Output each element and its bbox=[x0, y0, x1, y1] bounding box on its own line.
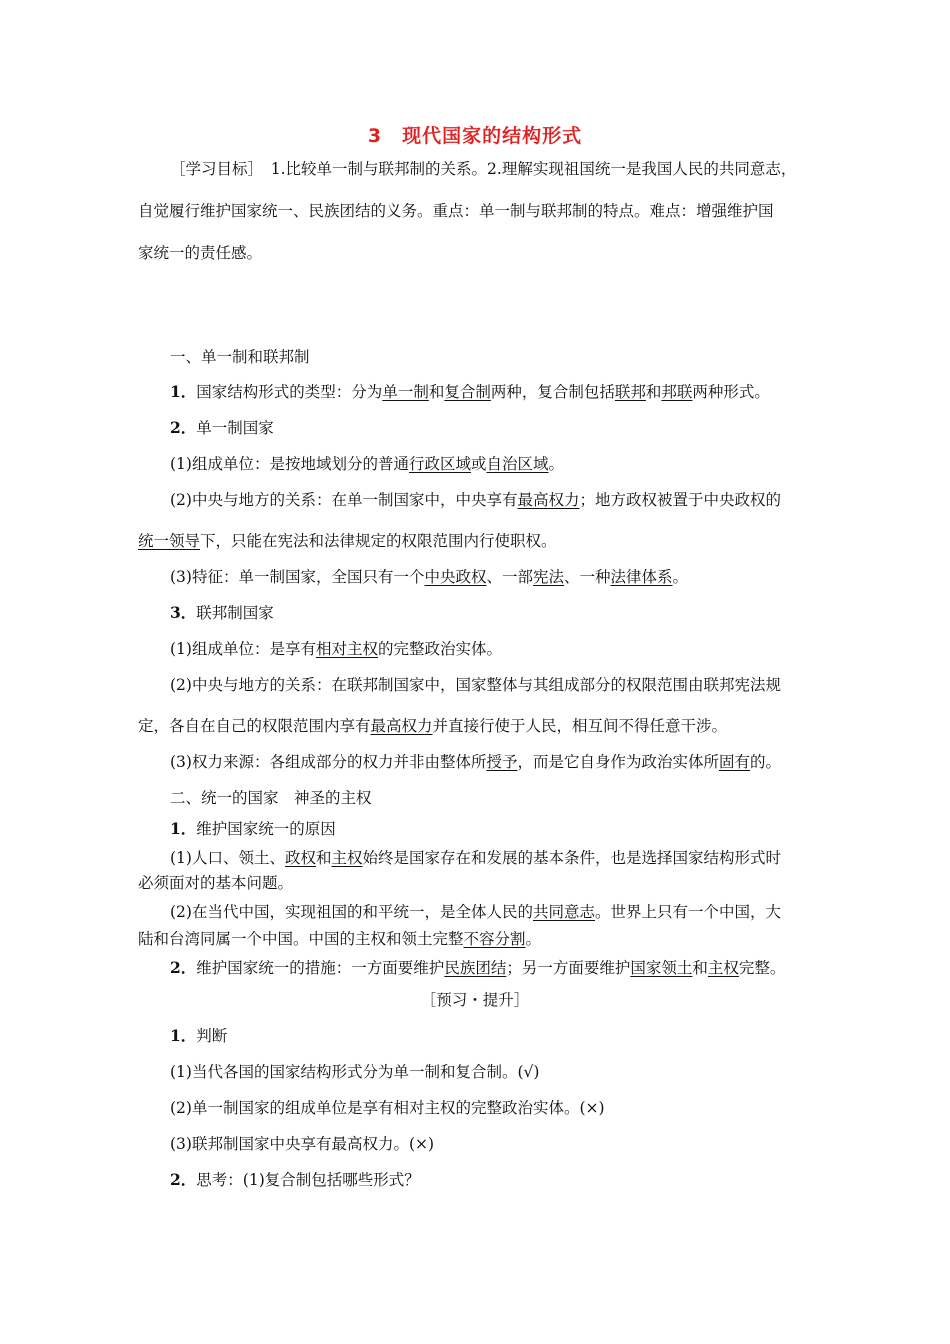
text: (1)组成单位：是按地域划分的普通 bbox=[170, 455, 409, 473]
answer-blank: 固有 bbox=[719, 753, 751, 771]
answer-blank: 自治区域 bbox=[486, 455, 549, 473]
judgment-item-1: (1)当代各国的国家结构形式分为单一制和复合制。(√) bbox=[170, 1063, 540, 1081]
text: 必须面对的基本问题。 bbox=[138, 874, 294, 892]
text: (2)中央与地方的关系：在单一制国家中，中央享有 bbox=[170, 491, 518, 509]
text: 或 bbox=[470, 455, 487, 473]
text: ；另一方面要维护 bbox=[506, 959, 631, 977]
text: (3)权力来源：各组成部分的权力并非由整体所 bbox=[170, 753, 487, 771]
text: ；地方政权被置于中央政权的 bbox=[579, 491, 781, 509]
text: 、一部 bbox=[486, 568, 533, 586]
text: 陆和台湾同属一个中国。中国的主权和领土完整 bbox=[138, 930, 464, 948]
text: (1)组成单位：是享有 bbox=[170, 640, 316, 658]
page-title: 3 现代国家的结构形式 bbox=[367, 125, 583, 147]
item-number: 2． bbox=[170, 958, 197, 977]
answer-blank: 法律体系 bbox=[610, 568, 673, 586]
text: 判断 bbox=[196, 1027, 228, 1045]
text: 思考：(1)复合制包括哪些形式？ bbox=[196, 1171, 420, 1189]
text: (1)人口、领土、 bbox=[170, 849, 285, 867]
text: 、一种 bbox=[564, 568, 611, 586]
paragraph-2-1 bbox=[170, 818, 336, 840]
paragraph-1-1 bbox=[170, 381, 770, 403]
paragraph-1-2-1 bbox=[170, 453, 564, 475]
text: 始终是国家存在和发展的基本条件，也是选择国家结构形式时 bbox=[362, 849, 782, 867]
paragraph-1-2-2-cont bbox=[138, 530, 557, 552]
text: 并直接行使于人民，相互间不得任意干涉。 bbox=[432, 717, 728, 735]
paragraph-1-3-2 bbox=[170, 674, 781, 696]
answer-blank: 复合制 bbox=[444, 383, 491, 401]
text: 两种形式。 bbox=[692, 383, 770, 401]
answer-blank: 宪法 bbox=[533, 568, 565, 586]
paragraph-2-1-1 bbox=[170, 847, 781, 869]
answer-blank: 最高权力 bbox=[370, 717, 433, 735]
text: 和 bbox=[315, 849, 332, 867]
answer-blank: 授予 bbox=[486, 753, 518, 771]
answer-blank: 不容分割 bbox=[463, 930, 526, 948]
text: 国家结构形式的类型：分为 bbox=[196, 383, 383, 401]
section-heading-2: 二、统一的国家 神圣的主权 bbox=[170, 789, 372, 807]
text: 的完整政治实体。 bbox=[377, 640, 502, 658]
text: 两种，复合制包括 bbox=[490, 383, 615, 401]
item-number: 1． bbox=[170, 382, 197, 401]
text: 。 bbox=[672, 568, 689, 586]
paragraph-3-1 bbox=[170, 1025, 227, 1047]
answer-blank: 国家领土 bbox=[630, 959, 693, 977]
text: 和 bbox=[645, 383, 662, 401]
text: 。世界上只有一个中国，大 bbox=[594, 903, 781, 921]
answer-blank: 共同意志 bbox=[532, 903, 595, 921]
text: 联邦制国家 bbox=[196, 604, 274, 622]
answer-blank: 主权 bbox=[331, 849, 363, 867]
text: (3)特征：单一制国家，全国只有一个 bbox=[170, 568, 425, 586]
item-number: 1． bbox=[170, 1026, 197, 1045]
answer-blank: 单一制 bbox=[382, 383, 429, 401]
answer-blank: 政权 bbox=[284, 849, 316, 867]
paragraph-1-3-2-cont bbox=[138, 715, 727, 737]
text: 下，只能在宪法和法律规定的权限范围内行使职权。 bbox=[200, 532, 557, 550]
learning-objectives-line-1: ［学习目标］ 1.比较单一制与联邦制的关系。2.理解实现祖国统一是我国人民的共同意志， bbox=[170, 160, 797, 178]
paragraph-1-2 bbox=[170, 417, 274, 439]
paragraph-1-3-3 bbox=[170, 751, 781, 773]
judgment-item-3: (3)联邦制国家中央享有最高权力。(×) bbox=[170, 1135, 435, 1153]
item-number: 2． bbox=[170, 1170, 197, 1189]
text: 单一制国家 bbox=[196, 419, 274, 437]
answer-blank: 邦联 bbox=[661, 383, 693, 401]
text: 。 bbox=[525, 930, 542, 948]
text: 维护国家统一的措施：一方面要维护 bbox=[196, 959, 445, 977]
answer-blank: 统一领导 bbox=[138, 532, 201, 550]
answer-blank: 行政区域 bbox=[408, 455, 471, 473]
text: 的。 bbox=[750, 753, 782, 771]
paragraph-2-1-2-cont bbox=[138, 928, 541, 950]
text: 定，各自在自己的权限范围内享有 bbox=[138, 717, 371, 735]
paragraph-2-2 bbox=[170, 957, 785, 979]
answer-blank: 联邦 bbox=[614, 383, 646, 401]
text: 维护国家统一的原因 bbox=[196, 820, 336, 838]
text: (2)在当代中国，实现祖国的和平统一，是全体人民的 bbox=[170, 903, 533, 921]
item-number: 2． bbox=[170, 418, 197, 437]
item-number: 3． bbox=[170, 603, 197, 622]
section-heading-1: 一、单一制和联邦制 bbox=[170, 348, 310, 366]
learning-objectives-line-3: 家统一的责任感。 bbox=[138, 244, 263, 262]
paragraph-1-2-2 bbox=[170, 489, 781, 511]
paragraph-2-1-2 bbox=[170, 901, 781, 923]
text: ，而是它自身作为政治实体所 bbox=[517, 753, 719, 771]
learning-objectives-line-2: 自觉履行维护国家统一、民族团结的义务。重点：单一制与联邦制的特点。难点：增强维护国 bbox=[138, 202, 774, 220]
judgment-item-2: (2)单一制国家的组成单位是享有相对主权的完整政治实体。(×) bbox=[170, 1099, 605, 1117]
paragraph-3-2 bbox=[170, 1169, 420, 1191]
answer-blank: 民族团结 bbox=[444, 959, 507, 977]
paragraph-1-3 bbox=[170, 602, 274, 624]
paragraph-1-2-3 bbox=[170, 566, 688, 588]
answer-blank: 最高权力 bbox=[517, 491, 580, 509]
paragraph-1-3-1 bbox=[170, 638, 502, 660]
text: 和 bbox=[692, 959, 708, 977]
text: 。 bbox=[548, 455, 565, 473]
text: (2)中央与地方的关系：在联邦制国家中，国家整体与其组成部分的权限范围由联邦宪法规 bbox=[170, 676, 781, 694]
answer-blank: 相对主权 bbox=[315, 640, 378, 658]
answer-blank: 中央政权 bbox=[424, 568, 487, 586]
item-number: 1． bbox=[170, 819, 197, 838]
answer-blank: 主权 bbox=[707, 959, 739, 977]
section-heading-3: ［预习・提升］ bbox=[420, 991, 530, 1009]
text: 和 bbox=[428, 383, 445, 401]
paragraph-2-1-1-cont bbox=[138, 872, 293, 894]
text: 完整。 bbox=[738, 959, 786, 977]
